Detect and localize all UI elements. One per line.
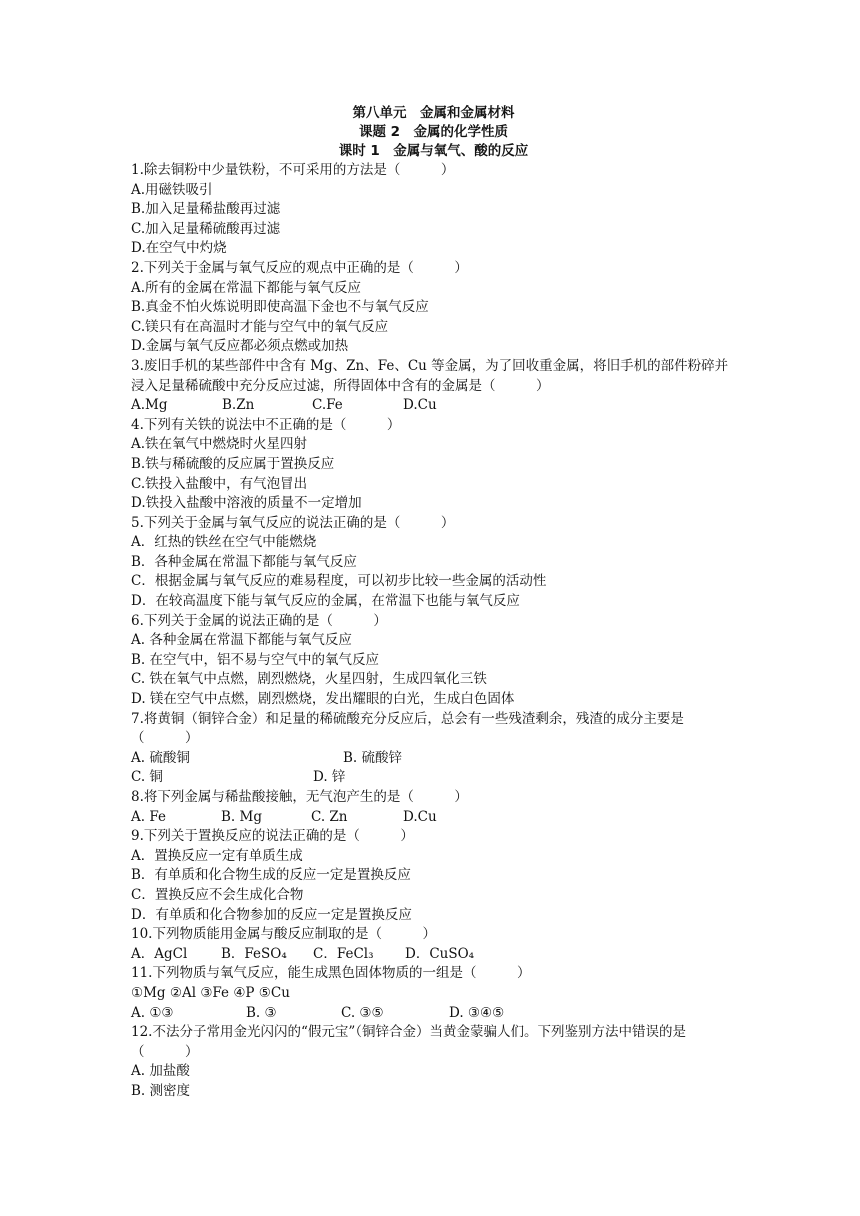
unit-title: 第八单元 金属和金属材料 (352, 105, 515, 121)
question-stem: 1.除去铜粉中少量铁粉，不可采用的方法是（ ） (131, 162, 455, 178)
option-b: B．有单质和化合物生成的反应一定是置换反应 (131, 867, 411, 884)
question-stem: 9.下列关于置换反应的说法正确的是（ ） (131, 828, 414, 845)
worksheet-page (131, 104, 736, 1102)
option-a: A．红热的铁丝在空气中能燃烧 (131, 534, 317, 551)
option-d: D.Cu (403, 808, 437, 825)
option-a: A．AgCl (131, 945, 188, 962)
question-4 (131, 416, 736, 514)
question-stem: 8.将下列金属与稀盐酸接触，无气泡产生的是（ ） (131, 789, 468, 805)
option-c: C.铁投入盐酸中，有气泡冒出 (131, 475, 308, 492)
option-c: C. 铜 (131, 769, 163, 786)
question-stem: 2.下列关于金属与氧气反应的观点中正确的是（ ） (131, 259, 468, 276)
substance-list: ①Mg ②Al ③Fe ④P ⑤Cu (131, 984, 290, 1001)
option-d: D. 锌 (313, 769, 346, 786)
option-b: B．FeSO₄ (221, 945, 287, 962)
option-a: A．置换反应一定有单质生成 (131, 847, 303, 864)
option-a: A. ①③ (131, 1004, 174, 1021)
option-d: D．在较高温度下能与氧气反应的金属，在常温下也能与氧气反应 (131, 593, 520, 610)
option-a: A.Mg (131, 397, 168, 414)
option-c: C. ③⑤ (341, 1004, 384, 1021)
question-12 (131, 1023, 736, 1101)
question-stem: 3.废旧手机的某些部件中含有 Mg、Zn、Fe、Cu 等金属，为了回收重金属，将旧手机的部件粉碎并浸入足量稀硫酸中充分反应过滤，所得固体中含有的金属是（ ） (131, 357, 729, 394)
question-stem: 5.下列关于金属与氧气反应的说法正确的是（ ） (131, 514, 455, 531)
option-b: B.铁与稀硫酸的反应属于置换反应 (131, 455, 335, 472)
option-b: B. ③ (246, 1004, 277, 1021)
options-row (131, 945, 736, 965)
option-a: A. 加盐酸 (131, 1063, 190, 1080)
option-d: D.Cu (403, 397, 437, 414)
option-c: C．根据金属与氧气反应的难易程度，可以初步比较一些金属的活动性 (131, 573, 547, 590)
question-stem: 6.下列关于金属的说法正确的是（ ） (131, 612, 387, 629)
option-d: D. ③④⑤ (449, 1004, 505, 1021)
option-a: A.铁在氧气中燃烧时火星四射 (131, 436, 308, 453)
options-row (131, 808, 736, 828)
options-row (131, 396, 736, 416)
question-stem: 12.不法分子常用金光闪闪的“假元宝”（铜锌合金）当黄金蒙骗人们。下列鉴别方法中错误的是 （ ） (131, 1024, 700, 1060)
option-d: D．CuSO₄ (405, 945, 475, 962)
option-d: D．有单质和化合物参加的反应一定是置换反应 (131, 906, 412, 923)
option-a: A. Fe (131, 808, 166, 825)
options-row (131, 1004, 736, 1024)
option-c: C.加入足量稀硫酸再过滤 (131, 220, 281, 237)
option-c: C. 铁在氧气中点燃，剧烈燃烧，火星四射，生成四氧化三铁 (131, 671, 487, 688)
option-a: A. 硫酸铜 (131, 749, 190, 766)
option-c: C.Fe (312, 397, 343, 414)
question-10 (131, 925, 736, 964)
question-stem: 10.下列物质能用金属与酸反应制取的是（ ） (131, 926, 436, 943)
option-c: C.镁只有在高温时才能与空气中的氧气反应 (131, 318, 389, 335)
lesson-title: 课题 2 金属的化学性质 (358, 124, 509, 140)
option-d: D. 镁在空气中点燃，剧烈燃烧，发出耀眼的白光，生成白色固体 (131, 691, 515, 708)
option-b: B.真金不怕火炼说明即使高温下金也不与氧气反应 (131, 299, 429, 316)
option-a: A.用磁铁吸引 (131, 181, 213, 198)
question-5 (131, 514, 736, 612)
option-b: B. 硫酸锌 (343, 749, 403, 766)
option-d: D.在空气中灼烧 (131, 240, 227, 257)
question-1 (131, 161, 736, 259)
options-row (131, 749, 736, 769)
question-6 (131, 612, 736, 710)
option-c: C．FeCl₃ (313, 945, 374, 962)
option-b: B. Mg (221, 808, 262, 825)
question-8 (131, 788, 736, 827)
option-d: D.金属与氧气反应都必须点燃或加热 (131, 338, 349, 355)
option-a: A. 各种金属在常温下都能与氧气反应 (131, 632, 352, 649)
question-3 (131, 357, 736, 416)
option-b: B.Zn (222, 397, 255, 414)
option-a: A.所有的金属在常温下都能与氧气反应 (131, 279, 362, 296)
option-b: B. 在空气中，铝不易与空气中的氧气反应 (131, 651, 380, 668)
question-7 (131, 710, 736, 788)
option-b: B. 测密度 (131, 1082, 191, 1099)
question-stem: 7.将黄铜（铜锌合金）和足量的稀硫酸充分反应后，总会有一些残渣剩余，残渣的成分主要是（ ） (131, 710, 684, 747)
option-b: B．各种金属在常温下都能与氧气反应 (131, 553, 357, 570)
question-stem: 11.下列物质与氧气反应，能生成黑色固体物质的一组是（ ） (131, 965, 531, 982)
option-c: C．置换反应不会生成化合物 (131, 886, 304, 903)
question-2 (131, 259, 736, 357)
question-11 (131, 964, 736, 1023)
option-c: C. Zn (311, 808, 348, 825)
question-9 (131, 827, 736, 925)
option-b: B.加入足量稀盐酸再过滤 (131, 201, 281, 218)
question-stem: 4.下列有关铁的说法中不正确的是（ ） (131, 416, 401, 433)
option-d: D.铁投入盐酸中溶液的质量不一定增加 (131, 495, 362, 512)
period-title: 课时 1 金属与氧气、酸的反应 (338, 143, 529, 159)
options-row (131, 768, 736, 788)
